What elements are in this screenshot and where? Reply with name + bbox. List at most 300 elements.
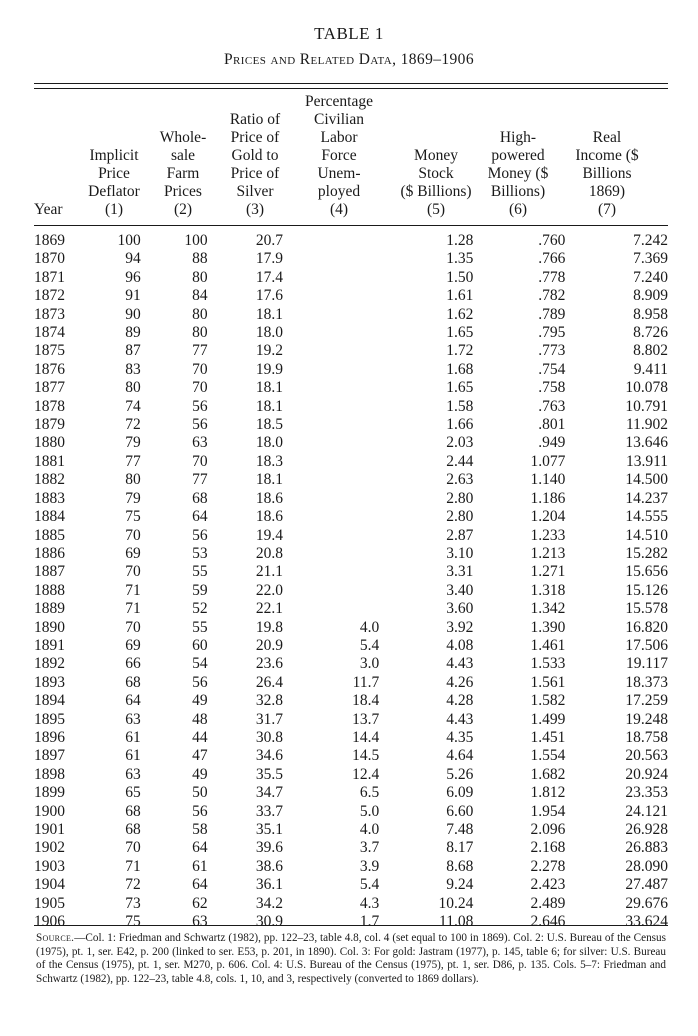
cell-unemployment [283,582,379,600]
table-row [34,545,668,563]
cell-price-deflator: 79 [125,434,141,452]
header-col5 [386,147,486,219]
table-row [34,619,668,637]
table-row [34,858,668,876]
cell-year: 1893 [34,673,65,691]
cell-gold-silver-ratio: 34.2 [255,894,283,912]
cell-unemployment: 3.0 [359,655,380,673]
table-row [34,306,668,324]
cell-unemployment [283,398,379,416]
cell-farm-prices: 52 [192,600,208,618]
cell-gold-silver-ratio: 18.6 [255,489,283,507]
cell-real-income: 14.510 [625,526,668,544]
cell-money-stock: 3.92 [446,618,474,636]
cell-gold-silver-ratio: 30.9 [255,913,283,931]
cell-real-income: 8.726 [633,324,668,342]
cell-money-stock: 1.65 [446,379,474,397]
cell-gold-silver-ratio: 22.1 [255,600,283,618]
cell-price-deflator: 71 [125,600,141,618]
cell-real-income: 17.506 [625,636,668,654]
table-row [34,655,668,673]
cell-real-income: 15.126 [625,581,668,599]
cell-money-stock: 3.31 [446,563,474,581]
header-col3 [216,111,294,219]
table-row [34,674,668,692]
cell-farm-prices: 80 [192,268,208,286]
table-row [34,637,668,655]
cell-high-powered-money: .795 [538,324,566,342]
cell-gold-silver-ratio: 20.8 [255,544,283,562]
cell-year: 1898 [34,765,65,783]
cell-high-powered-money: .949 [538,434,566,452]
cell-year: 1873 [34,305,65,323]
cell-unemployment [283,379,379,397]
cell-price-deflator: 87 [125,342,141,360]
cell-high-powered-money: 1.342 [530,600,566,618]
table-row [34,876,668,894]
cell-real-income: 29.676 [625,894,668,912]
cell-real-income: 8.802 [633,342,668,360]
cell-unemployment: 11.7 [352,673,380,691]
cell-gold-silver-ratio: 36.1 [255,876,283,894]
cell-real-income: 15.578 [625,600,668,618]
cell-price-deflator: 83 [125,360,141,378]
cell-farm-prices: 56 [192,802,208,820]
cell-gold-silver-ratio: 18.3 [255,452,283,470]
cell-gold-silver-ratio: 33.7 [255,802,283,820]
table-row [34,729,668,747]
cell-money-stock: 1.65 [446,324,474,342]
table-row [34,287,668,305]
cell-real-income: 15.282 [625,544,668,562]
cell-farm-prices: 70 [192,379,208,397]
table-row [34,324,668,342]
cell-real-income: 7.242 [633,232,668,249]
cell-money-stock: 1.68 [446,360,474,378]
cell-price-deflator: 100 [117,232,141,249]
cell-money-stock: 1.62 [446,305,474,323]
cell-high-powered-money: 1.499 [530,710,566,728]
cell-high-powered-money: 2.096 [530,821,566,838]
cell-price-deflator: 71 [125,581,141,599]
cell-gold-silver-ratio: 23.6 [255,655,283,673]
cell-money-stock: 1.28 [446,232,474,249]
cell-real-income: 11.902 [625,416,668,434]
table-row [34,784,668,802]
cell-unemployment: 14.4 [352,728,380,746]
cell-price-deflator: 75 [125,913,141,931]
header-col2-number: (2) [173,201,193,218]
cell-gold-silver-ratio: 34.7 [255,784,283,802]
cell-unemployment: 6.5 [359,784,380,802]
cell-real-income: 17.259 [625,692,668,710]
header-year [34,201,74,219]
cell-unemployment [283,232,379,250]
cell-farm-prices: 44 [192,728,208,746]
cell-farm-prices: 49 [192,692,208,710]
cell-year: 1905 [34,894,65,912]
header-col7-label: Real Income ($ Billions 1869) [575,129,639,200]
cell-farm-prices: 88 [192,250,208,268]
cell-price-deflator: 96 [125,268,141,286]
cell-farm-prices: 55 [192,618,208,636]
cell-farm-prices: 59 [192,581,208,599]
header-col4-label: Percentage Civilian Labor Force Unem- ployed [305,93,373,200]
header-col2-label: Whole- sale Farm Prices [159,129,207,200]
cell-unemployment: 1.7 [359,913,380,931]
header-col6 [476,129,560,219]
cell-farm-prices: 56 [192,526,208,544]
table-row [34,766,668,784]
cell-gold-silver-ratio: 26.4 [255,673,283,691]
cell-year: 1887 [34,563,65,581]
table-row [34,471,668,489]
cell-farm-prices: 84 [192,287,208,305]
cell-high-powered-money: 1.233 [530,526,566,544]
cell-year: 1903 [34,857,65,875]
cell-price-deflator: 79 [125,489,141,507]
cell-high-powered-money: 2.423 [530,876,566,894]
bottom-rule [34,925,668,926]
cell-high-powered-money: 1.554 [530,747,566,765]
table-row [34,453,668,471]
cell-year: 1871 [34,268,65,286]
cell-money-stock: 3.40 [446,581,474,599]
cell-year: 1870 [34,250,65,268]
table-row [34,895,668,913]
cell-high-powered-money: .758 [538,379,566,397]
cell-price-deflator: 70 [125,563,141,581]
header-col6-number: (6) [508,201,528,218]
cell-real-income: 26.928 [625,821,668,838]
cell-price-deflator: 80 [125,471,141,489]
cell-year: 1879 [34,416,65,434]
cell-real-income: 33.624 [625,913,668,931]
cell-year: 1874 [34,324,65,342]
header-col1 [76,147,152,219]
cell-money-stock: 3.10 [446,544,474,562]
cell-price-deflator: 94 [125,250,141,268]
cell-year: 1881 [34,452,65,470]
cell-high-powered-money: 1.561 [530,673,566,691]
cell-gold-silver-ratio: 19.2 [255,342,283,360]
cell-farm-prices: 54 [192,655,208,673]
cell-real-income: 18.758 [625,728,668,746]
cell-unemployment: 4.3 [359,894,380,912]
table-row [34,803,668,821]
cell-price-deflator: 70 [125,526,141,544]
cell-price-deflator: 68 [125,802,141,820]
table-row [34,416,668,434]
cell-real-income: 14.237 [625,489,668,507]
cell-price-deflator: 73 [125,894,141,912]
cell-money-stock: 2.80 [446,489,474,507]
cell-money-stock: 4.43 [446,655,474,673]
cell-high-powered-money: 1.271 [530,563,566,581]
cell-money-stock: 1.72 [446,342,474,360]
cell-year: 1885 [34,526,65,544]
cell-farm-prices: 56 [192,416,208,434]
cell-farm-prices: 61 [192,857,208,875]
cell-money-stock: 1.50 [446,268,474,286]
cell-farm-prices: 64 [192,508,208,526]
cell-price-deflator: 68 [125,673,141,691]
cell-real-income: 24.121 [625,802,668,820]
cell-money-stock: 4.28 [446,692,474,710]
cell-gold-silver-ratio: 30.8 [255,728,283,746]
cell-unemployment [283,600,379,618]
cell-high-powered-money: 1.461 [530,636,566,654]
table-row [34,361,668,379]
cell-year: 1883 [34,489,65,507]
cell-money-stock: 6.60 [446,802,474,820]
cell-gold-silver-ratio: 18.0 [255,434,283,452]
cell-gold-silver-ratio: 35.5 [255,765,283,783]
cell-gold-silver-ratio: 19.4 [255,526,283,544]
cell-high-powered-money: 1.318 [530,581,566,599]
cell-price-deflator: 74 [125,397,141,415]
cell-high-powered-money: 1.204 [530,508,566,526]
cell-year: 1891 [34,636,65,654]
cell-unemployment [283,269,379,287]
header-col7-number: (7) [597,201,617,218]
cell-year: 1877 [34,379,65,397]
cell-money-stock: 1.66 [446,416,474,434]
cell-price-deflator: 66 [125,655,141,673]
cell-money-stock: 1.35 [446,250,474,268]
cell-money-stock: 4.43 [446,710,474,728]
cell-gold-silver-ratio: 31.7 [255,710,283,728]
cell-year: 1886 [34,544,65,562]
cell-high-powered-money: .801 [538,416,566,434]
cell-year: 1876 [34,360,65,378]
source-note [36,932,666,986]
cell-high-powered-money: 1.682 [530,765,566,783]
cell-year: 1888 [34,581,65,599]
cell-farm-prices: 80 [192,305,208,323]
cell-real-income: 26.883 [625,839,668,857]
source-lead: Source. [36,932,75,944]
cell-money-stock: 6.09 [446,784,474,802]
cell-farm-prices: 56 [192,673,208,691]
cell-money-stock: 4.08 [446,636,474,654]
cell-farm-prices: 70 [192,452,208,470]
cell-year: 1894 [34,692,65,710]
table-subtitle: Prices and Related Data, 1869–1906 [224,51,474,68]
cell-price-deflator: 61 [125,728,141,746]
table-row [34,434,668,452]
cell-money-stock: 8.17 [446,839,474,857]
table-row [34,232,668,250]
cell-real-income: 28.090 [625,857,668,875]
header-rule [34,225,668,226]
cell-year: 1880 [34,434,65,452]
cell-high-powered-money: 1.954 [530,802,566,820]
cell-farm-prices: 64 [192,839,208,857]
cell-high-powered-money: .760 [538,232,566,249]
table-row [34,398,668,416]
cell-money-stock: 4.64 [446,747,474,765]
cell-year: 1869 [34,232,65,249]
cell-unemployment [283,361,379,379]
cell-high-powered-money: 2.646 [530,913,566,931]
cell-unemployment [283,545,379,563]
cell-gold-silver-ratio: 18.0 [255,324,283,342]
header-col2 [150,129,216,219]
cell-year: 1899 [34,784,65,802]
cell-unemployment: 5.4 [359,636,380,654]
header-col7 [560,129,654,219]
cell-gold-silver-ratio: 17.9 [255,250,283,268]
cell-farm-prices: 63 [192,434,208,452]
cell-unemployment [283,508,379,526]
cell-real-income: 14.555 [625,508,668,526]
cell-high-powered-money: 1.213 [530,544,566,562]
table-row [34,379,668,397]
table-row [34,711,668,729]
cell-gold-silver-ratio: 19.9 [255,360,283,378]
header-col5-label: Money Stock ($ Billions) [400,147,472,200]
cell-money-stock: 7.48 [446,821,474,838]
cell-price-deflator: 72 [125,876,141,894]
cell-money-stock: 2.44 [446,452,474,470]
cell-high-powered-money: .754 [538,360,566,378]
cell-money-stock: 3.60 [446,600,474,618]
cell-unemployment: 4.0 [359,618,380,636]
cell-price-deflator: 69 [125,544,141,562]
cell-unemployment: 4.0 [359,821,380,838]
cell-unemployment [283,563,379,581]
cell-year: 1901 [34,821,65,838]
cell-gold-silver-ratio: 18.5 [255,416,283,434]
cell-price-deflator: 72 [125,416,141,434]
cell-money-stock: 5.26 [446,765,474,783]
cell-unemployment [283,324,379,342]
cell-year: 1884 [34,508,65,526]
cell-high-powered-money: .778 [538,268,566,286]
cell-unemployment: 14.5 [352,747,380,765]
header-col6-label: High- powered Money ($ Billions) [487,129,549,200]
cell-money-stock: 1.58 [446,397,474,415]
table-row [34,582,668,600]
cell-real-income: 18.373 [625,673,668,691]
cell-real-income: 14.500 [625,471,668,489]
cell-high-powered-money: 2.168 [530,839,566,857]
cell-farm-prices: 64 [192,876,208,894]
header-col3-label: Ratio of Price of Gold to Price of Silver [229,111,281,200]
cell-money-stock: 10.24 [438,894,474,912]
cell-price-deflator: 75 [125,508,141,526]
cell-year: 1906 [34,913,65,931]
cell-unemployment: 12.4 [352,765,380,783]
cell-money-stock: 2.63 [446,471,474,489]
cell-farm-prices: 63 [192,913,208,931]
cell-unemployment: 3.7 [359,839,380,857]
cell-real-income: 20.924 [625,765,668,783]
table-row [34,269,668,287]
cell-price-deflator: 68 [125,821,141,838]
cell-real-income: 19.117 [625,655,668,673]
cell-unemployment: 13.7 [352,710,380,728]
table-row [34,490,668,508]
cell-unemployment [283,250,379,268]
cell-unemployment [283,416,379,434]
header-col1-label: Implicit Price Deflator [88,147,140,200]
cell-unemployment [283,471,379,489]
cell-money-stock: 2.87 [446,526,474,544]
cell-year: 1872 [34,287,65,305]
cell-farm-prices: 60 [192,636,208,654]
cell-farm-prices: 47 [192,747,208,765]
cell-year: 1878 [34,397,65,415]
cell-price-deflator: 80 [125,379,141,397]
cell-money-stock: 11.08 [439,913,474,931]
cell-farm-prices: 58 [192,821,208,838]
cell-real-income: 16.820 [625,618,668,636]
cell-gold-silver-ratio: 18.1 [255,471,283,489]
cell-high-powered-money: .782 [538,287,566,305]
cell-high-powered-money: 1.140 [530,471,566,489]
cell-real-income: 7.369 [633,250,668,268]
top-rule-inner [34,88,668,89]
cell-real-income: 7.240 [633,268,668,286]
cell-real-income: 15.656 [625,563,668,581]
cell-year: 1895 [34,710,65,728]
cell-price-deflator: 89 [125,324,141,342]
cell-farm-prices: 80 [192,324,208,342]
header-col4 [292,93,386,219]
cell-price-deflator: 63 [125,765,141,783]
cell-year: 1896 [34,728,65,746]
cell-unemployment [283,434,379,452]
cell-farm-prices: 48 [192,710,208,728]
cell-price-deflator: 90 [125,305,141,323]
cell-high-powered-money: 1.812 [530,784,566,802]
cell-unemployment [283,287,379,305]
table-title: TABLE 1 [314,24,384,43]
cell-gold-silver-ratio: 20.9 [255,636,283,654]
cell-gold-silver-ratio: 20.7 [255,232,283,249]
cell-gold-silver-ratio: 38.6 [255,857,283,875]
cell-high-powered-money: .763 [538,397,566,415]
cell-real-income: 8.909 [633,287,668,305]
data-table [34,232,668,931]
cell-high-powered-money: 1.451 [530,728,566,746]
cell-gold-silver-ratio: 18.1 [255,379,283,397]
cell-year: 1882 [34,471,65,489]
cell-unemployment [283,306,379,324]
header-col3-number: (3) [245,201,265,218]
cell-gold-silver-ratio: 21.1 [255,563,283,581]
table-row [34,821,668,839]
cell-high-powered-money: 1.533 [530,655,566,673]
cell-year: 1889 [34,600,65,618]
cell-gold-silver-ratio: 18.1 [255,397,283,415]
cell-money-stock: 9.24 [446,876,474,894]
cell-price-deflator: 77 [125,452,141,470]
cell-gold-silver-ratio: 17.4 [255,268,283,286]
cell-year: 1890 [34,618,65,636]
cell-real-income: 27.487 [625,876,668,894]
cell-high-powered-money: 1.186 [530,489,566,507]
cell-unemployment [283,342,379,360]
cell-high-powered-money: .789 [538,305,566,323]
cell-gold-silver-ratio: 17.6 [255,287,283,305]
cell-real-income: 10.791 [625,397,668,415]
cell-gold-silver-ratio: 18.1 [255,305,283,323]
cell-farm-prices: 77 [192,342,208,360]
cell-gold-silver-ratio: 22.0 [255,581,283,599]
